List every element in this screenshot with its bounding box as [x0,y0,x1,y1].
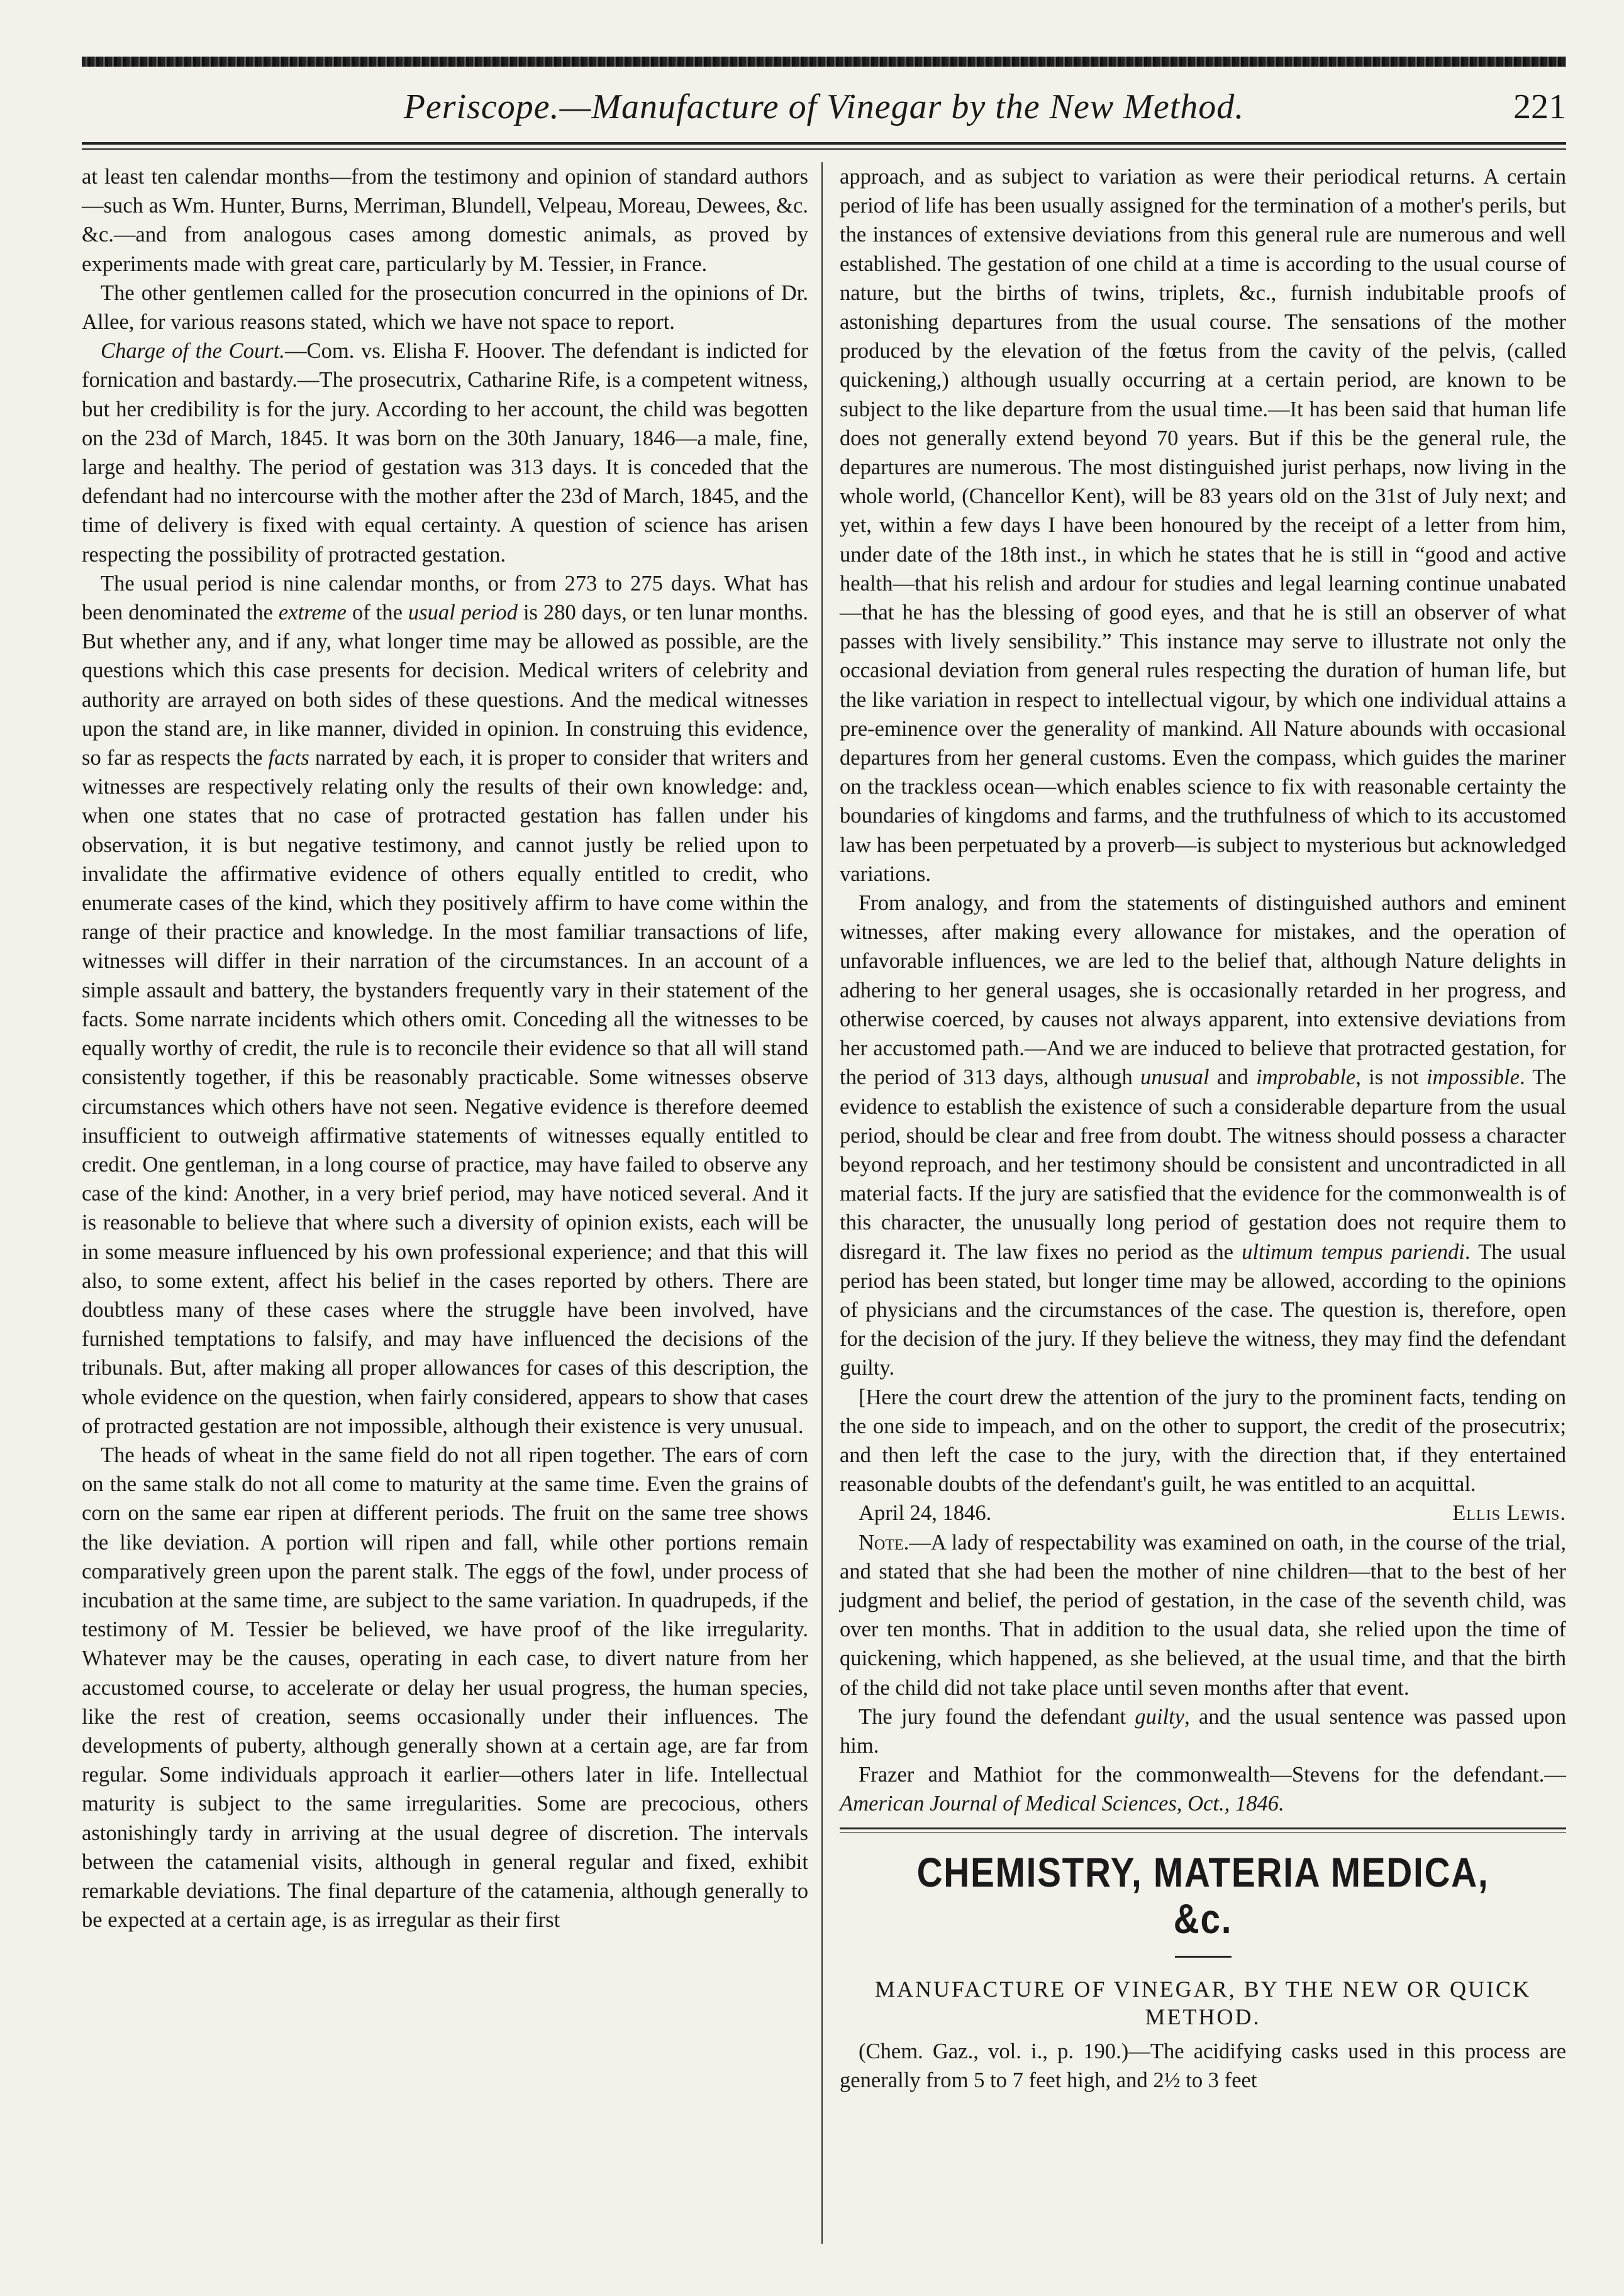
paragraph-heads-of-wheat: The heads of wheat in the same field do not all ripen together. The ears of corn on the same stalk do not all come to maturity at the same time. Even the grains of corn on the same ear ripen at different periods. The fruit on the same tree shows the like deviation. A portion will ripen and fall, while other portions remain comparatively green upon the parent stalk. The eggs of the fowl, under process of incubation at the same time, are subject to the same variation. In quadrupeds, if the testimony of M. Tessier be believed, we have proof of the like irregularity. Whatever may be the causes, operating in each case, to divert nature from her accustomed course, to accelerate or delay her usual progress, the human species, like the rest of creation, seems occasionally under their influences. The developments of puberty, although generally shown at a certain age, are far from regular. Some individuals approach it earlier—others later in life. Intellectual maturity is subject to the same irregularities. Some are precocious, others astonishingly tardy in arriving at the usual degree of discretion. The intervals between the catamenial visits, although in general regular and fixed, exhibit remarkable deviations. The final departure of the catamenia, although generally to be expected at a certain age, is as irregular as their first [82,1443,808,1933]
emphasis: usual period [408,601,518,625]
paragraph-verdict [840,1702,1566,1760]
signature-line [840,1499,1566,1528]
text-run: , is not [1355,1065,1427,1090]
paragraph-article-opening: (Chem. Gaz., vol. i., p. 190.)—The acidifying casks used in this process are generally from 5 to 7 feet high, and 2½ to 3 feet [840,2039,1566,2092]
text-run: From analogy, and from the statements of distinguished authors and eminent witnesses, after making every allowance for mistakes, and the operation of unfavorable influences, we are led to the belief that, although Nature delights in adhering to her general usages, she is occasionally retarded in her progress, and otherwise coerced, by causes not always apparent, into extensive deviations from her accustomed path.—And we are induced to believe that protracted gestation, for the period of 313 days, although [840,891,1566,1090]
text-run: The usual period is nine calendar months, or from 273 to 275 days. What has been denominated the [82,571,808,625]
emphasis: improbable [1256,1065,1356,1090]
paragraph-opinions-continued: at least ten calendar months—from the testimony and opinion of standard authors—such as Wm. Hunter, Burns, Merriman, Blundell, Velpeau, Moreau, Dewees, &c. &c.—and from analogous cases among domestic animals, as proved by experiments made with great care, particularly by M. Tessier, in France. [82,165,808,276]
text-run: narrated by each, it is proper to consider that writers and witnesses are respectively relating only the results of their own knowledge: and, when one states that no case of protracted gestation has fallen under his observation, it is but negative testimony, and cannot justly be relied upon to invalidate the affirmative evidence of others equally entitled to credit, who enumerate cases of the kind, which they positively affirm to have come within the range of their practice and knowledge. In the most familiar transactions of life, witnesses will differ in their narration of the circumstances. In an account of a simple assault and battery, the bystanders frequently vary in their statement of the facts. Some narrate incidents which others omit. Conceding all the witnesses to be equally worthy of credit, the rule is to reconcile their evidence so that all will stand consistently together, if this be reasonably practicable. Some witnesses observe circumstances which others have not seen. Negative evidence is therefore deemed insufficient to outweigh affirmative statements of witnesses equally entitled to credit. One gentleman, in a long course of practice, may have failed to observe any case of the kind: Another, in a very brief period, may have noticed several. And it is reasonable to believe that where such a diversity of opinion exists, each will be in some measure influenced by his own professional experience; and that this will also, to some extent, affect his belief in the cases reported by others. There are doubtless many of these cases where the struggle have been involved, have furnished temptations to falsify, and may have influenced the decisions of the tribunals. But, after making all proper allowances for cases of this description, the whole evidence on the question, when fairly considered, appears to show that cases of protracted gestation are not impossible, although their existence is very unusual. [82,746,808,1438]
page-number: 221 [1513,87,1566,126]
article-title: MANUFACTURE OF VINEGAR, BY THE NEW OR QUICK METHOD. [874,1976,1532,2029]
section-rule [840,1827,1566,1833]
emphasis: ultimum tempus pariendi [1242,1240,1465,1264]
signature-name: Ellis Lewis. [1452,1501,1566,1526]
short-rule [1175,1956,1232,1958]
text-run: . The evidence to establish the existence of such a considerable departure from the usual period, should be clear and free from doubt. The witness should possess a character beyond reproach, and her testimony should be consistent and uncontradicted in all material facts. If the jury are satisfied that the evidence for the commonwealth is of this character, the unusually long period of gestation does not require them to disregard it. The law fixes no period as the [840,1065,1567,1264]
text-run: and [1209,1065,1257,1090]
running-head: Periscope.—Manufacture of Vinegar by the New Method. [403,87,1245,126]
citation-source: American Journal of Medical Sciences, Oct., 1846. [840,1792,1284,1816]
charge-text: —Com. vs. Elisha F. Hoover. The defendant is indicted for fornication and bastardy.—The prosecutrix, Catharine Rife, is a competent witness, but her credibility is for the jury. According to her account, the child was begotten on the 23d of March, 1845. It was born on the 30th January, 1846—a male, fine, large and healthy. The period of gestation was 313 days. It is conceded that the defendant had no intercourse with the mother after the 23d of March, 1845, and the time of delivery is fixed with equal certainty. A question of science has arisen respecting the possibility of protracted gestation. [82,339,809,567]
header-rule [82,142,1566,150]
emphasis: facts [268,746,309,770]
note-label: Note. [859,1530,909,1555]
emphasis: unusual [1140,1065,1210,1090]
text-run: of the [347,601,408,625]
top-border-rule [82,57,1566,67]
paragraph-from-analogy [840,889,1566,1382]
right-column [840,162,1566,2095]
section-heading: CHEMISTRY, MATERIA MEDICA, &c. [916,1848,1489,1942]
signature-date: April 24, 1846. [859,1501,992,1526]
emphasis: impossible [1427,1065,1520,1090]
paragraph-other-gentlemen: The other gentlemen called for the prosecution concurred in the opinions of Dr. Allee, for various reasons stated, which we have not space to report. [82,280,808,335]
text-run: , and the usual sentence was passed upon him. [840,1704,1566,1758]
paragraph-approach-continued: approach, and as subject to variation as were their periodical returns. A certain period of life has been usually assigned for the termination of a mother's perils, but the instances of extensive deviations from this general rule are numerous and well established. The gestation of one child at a time is according to the usual course of nature, but the births of twins, triplets, &c., furnish indubitable proofs of astonishing departures from the usual course. The sensations of the mother produced by the elevation of the fœtus from the cavity of the pelvis, (called quickening,) although usually occurring at a certain period, are known to be subject to the like departure from the usual time.—It has been said that human life does not generally extend beyond 70 years. But if this be the general rule, the departures are numerous. The most distinguished jurist perhaps, now living in the whole world, (Chancellor Kent), will be 83 years old on the 31st of July next; and yet, within a few days I have been honoured by the receipt of a letter from him, under date of the 18th inst., in which he states that he is still in “good and active health—that his relish and ardour for studies and legal learning continue unabated—that he has the blessing of good eyes, and that he is still an observer of what passes with lively sensibility.” This instance may serve to illustrate not only the occasional deviation from general rules respecting the duration of human life, but the like variation in respect to intellectual vigour, by which one individual attains a pre-eminence over the generality of mankind. All Nature abounds with occasional departures from her general customs. Even the compass, which guides the mariner on the trackless ocean—which enables science to fix with reasonable certainty the boundaries of kingdoms and farms, and the truthfulness of which to its accustomed law has been perpetuated by a proverb—is subject to mysterious but acknowledged variations. [840,165,1566,886]
paragraph-usual-period [82,569,808,1441]
text-run: Frazer and Mathiot for the commonwealth—Stevens for the defendant.— [859,1763,1566,1787]
paragraph-note [840,1528,1566,1702]
text-run: is 280 days, or ten lunar months. But whether any, and if any, what longer time may be allowed as possible, are the questions which this case presents for decision. Medical writers of celebrity and authority are arrayed on both sides of these questions. And the medical witnesses upon the stand are, in like manner, divided in opinion. In construing this evidence, so far as respects the [82,601,808,770]
paragraph-counsel [840,1760,1566,1818]
text-run: . The usual period has been stated, but longer time may be allowed, according to the opinions of physicians and the circumstances of the case. The question is, therefore, open for the decision of the jury. If they believe the witness, they may find the defendant guilty. [840,1240,1566,1380]
left-column [82,162,808,1934]
note-text: —A lady of respectability was examined on oath, in the course of the trial, and stated that she had been the mother of nine children—that to the best of her judgment and belief, the period of gestation, in the case of the seventh child, was over ten months. That in addition to the usual data, she relied upon the time of quickening, which happened, as she believed, at the usual time, and that the birth of the child did not take place until seven months after that event. [840,1530,1566,1700]
emphasis: guilty [1135,1704,1185,1729]
paragraph-court-note: [Here the court drew the attention of the jury to the prominent facts, tending on the one side to impeach, and on the other to support, the credit of the prosecutrix; and then left the case to the jury, with the direction that, if they entertained reasonable doubts of the defendant's guilt, he was entitled to an acquittal. [840,1385,1566,1497]
charge-label: Charge of the Court. [101,339,285,363]
page-header [82,87,1566,137]
column-divider [821,162,823,2244]
text-run: The jury found the defendant [859,1704,1135,1729]
paragraph-charge-of-court [82,336,808,569]
emphasis: extreme [278,601,347,625]
